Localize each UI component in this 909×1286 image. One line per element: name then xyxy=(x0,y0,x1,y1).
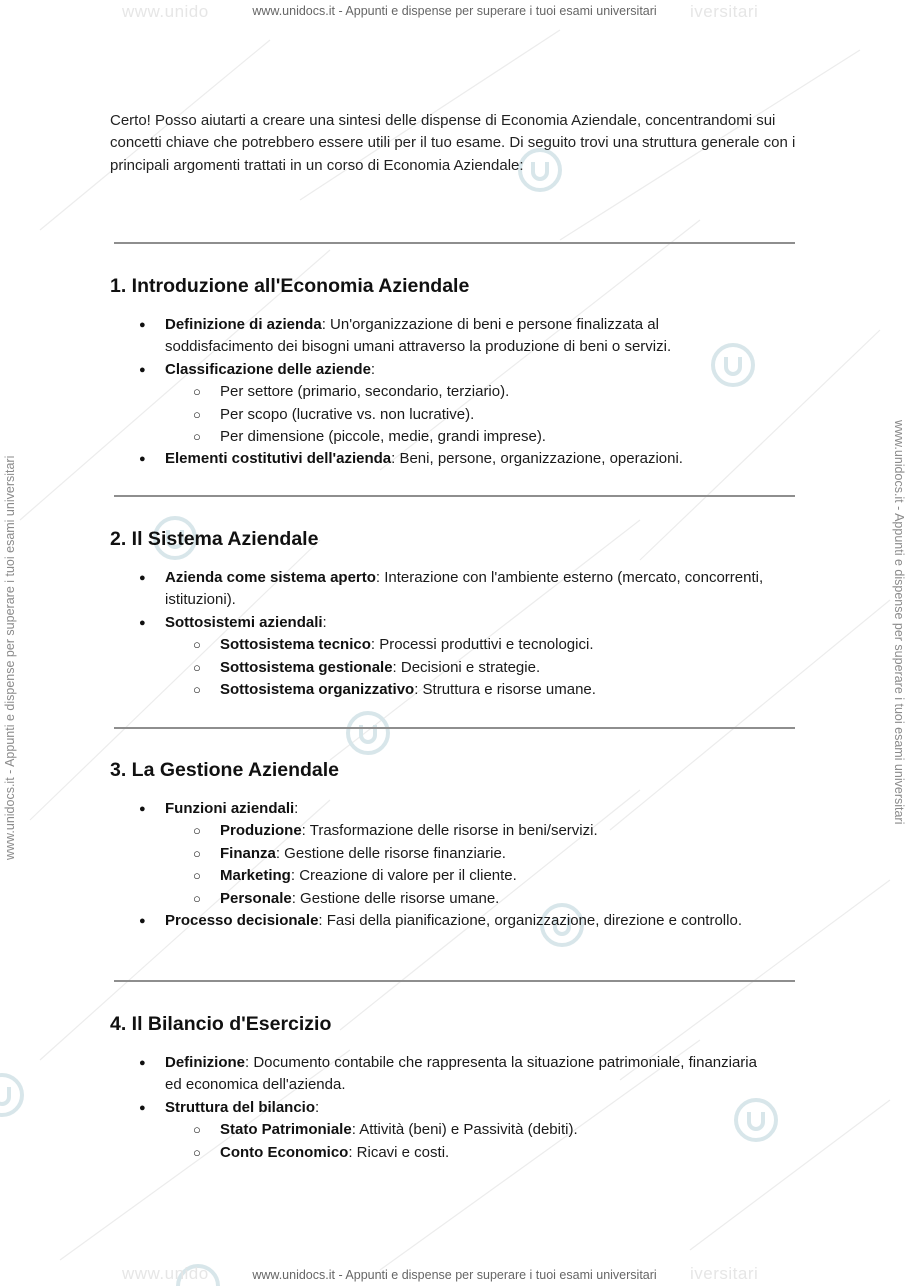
sub-list-item xyxy=(0,820,780,842)
item-text: : Beni, persone, organizzazione, operazioni. xyxy=(391,450,683,468)
section-title: 1. Introduzione all'Economia Aziendale xyxy=(110,275,470,297)
bullet-circle-icon: ○ xyxy=(193,429,201,445)
section-title: 4. Il Bilancio d'Esercizio xyxy=(110,1013,332,1035)
bullet-circle-icon: ○ xyxy=(193,659,201,675)
item-text: : Interazione con l'ambiente esterno (mercato, concorrenti, istituzioni). xyxy=(165,569,764,609)
intro-paragraph: Certo! Posso aiutarti a creare una sintesi delle dispense di Economia Aziendale, concentrandomi sui concetti chiave che potrebbero essere utili per il tuo esame. Di seguito trovi una struttura generale con i principali argomenti trattati in un corso di Economia Aziendale: xyxy=(110,112,796,174)
bullet-circle-icon: ○ xyxy=(193,637,201,653)
item-text: : xyxy=(294,800,299,817)
section-title: 3. La Gestione Aziendale xyxy=(110,759,340,781)
list-item xyxy=(0,314,765,359)
item-term: Processo decisionale xyxy=(165,912,319,930)
section-list xyxy=(0,1052,909,1164)
item-term: Struttura del bilancio xyxy=(165,1098,316,1116)
item-term: Azienda come sistema aperto xyxy=(165,569,376,586)
sub-list xyxy=(0,1119,909,1164)
bullet-dot-icon: ● xyxy=(139,1101,146,1114)
sub-list-item xyxy=(0,1119,780,1141)
item-text: : Creazione di valore per il cliente. xyxy=(290,867,517,885)
section-divider xyxy=(114,727,795,729)
item-text: Per scopo (lucrative vs. non lucrative). xyxy=(220,405,475,423)
list-item xyxy=(0,448,765,470)
bullet-circle-icon: ○ xyxy=(193,890,201,906)
sub-list-item xyxy=(0,404,780,426)
item-text: : Gestione delle risorse umane. xyxy=(291,889,500,907)
bullet-circle-icon: ○ xyxy=(193,823,201,839)
watermark-ghost-text: iversitari xyxy=(690,2,759,21)
item-term: Sottosistema organizzativo xyxy=(220,681,415,699)
bullet-circle-icon: ○ xyxy=(193,1144,201,1160)
bullet-circle-icon: ○ xyxy=(193,384,201,400)
list-item xyxy=(0,798,765,820)
sub-list-item xyxy=(0,1142,780,1164)
item-term: Definizione di azienda xyxy=(165,316,322,333)
item-text: : Gestione delle risorse finanziarie. xyxy=(275,844,506,862)
sub-list-item xyxy=(0,888,780,910)
item-term: Produzione xyxy=(220,822,302,840)
section-title: 2. Il Sistema Aziendale xyxy=(110,528,319,550)
unidocs-logo-icon xyxy=(348,713,388,753)
item-text: : xyxy=(315,1098,320,1116)
bullet-dot-icon: ● xyxy=(139,453,146,466)
item-term: Sottosistema tecnico xyxy=(220,636,371,654)
item-text: : Un'organizzazione di beni e persone finalizzata al soddisfacimento dei bisogni umani attraverso la produzione di beni o servizi. xyxy=(165,316,672,356)
bullet-circle-icon: ○ xyxy=(193,845,201,861)
watermark-header: www.unidocs.it - Appunti e dispense per superare i tuoi esami universitari xyxy=(252,4,657,18)
bullet-circle-icon: ○ xyxy=(193,1122,201,1138)
list-item xyxy=(0,567,765,612)
section-divider xyxy=(114,980,795,982)
item-text: Per dimensione (piccole, medie, grandi imprese). xyxy=(220,428,546,446)
item-text: : Documento contabile che rappresenta la situazione patrimoniale, finanziaria ed economica dell'azienda. xyxy=(165,1054,757,1094)
item-text: Per settore (primario, secondario, terziario). xyxy=(220,383,510,401)
item-term: Personale xyxy=(220,889,292,907)
sub-list-item xyxy=(0,843,780,865)
bullet-dot-icon: ● xyxy=(139,616,146,629)
sub-list xyxy=(0,381,909,448)
list-item xyxy=(0,612,765,634)
watermark-ghost-text: www.unido xyxy=(122,2,209,21)
item-term: Classificazione delle aziende xyxy=(165,360,371,378)
item-term: Elementi costitutivi dell'azienda xyxy=(165,450,392,468)
item-term: Finanza xyxy=(220,844,276,862)
bullet-dot-icon: ● xyxy=(139,363,146,376)
bullet-dot-icon: ● xyxy=(139,319,146,331)
sub-list-item xyxy=(0,634,780,656)
bullet-dot-icon: ● xyxy=(139,803,146,815)
watermark-footer: www.unidocs.it - Appunti e dispense per superare i tuoi esami universitari xyxy=(252,1268,657,1282)
bullet-dot-icon: ● xyxy=(139,915,146,928)
item-text: : Struttura e risorse umane. xyxy=(414,681,596,699)
sub-list xyxy=(0,820,909,910)
list-item xyxy=(0,910,765,932)
watermark-ghost-text: iversitari xyxy=(690,1264,759,1283)
watermark-ghost-text: www.unido xyxy=(122,1264,209,1283)
item-term: Definizione xyxy=(165,1054,246,1071)
bullet-dot-icon: ● xyxy=(139,572,146,584)
list-item xyxy=(0,359,765,381)
sub-list-item xyxy=(0,381,780,403)
item-term: Conto Economico xyxy=(220,1143,349,1161)
item-text: : Trasformazione delle risorse in beni/servizi. xyxy=(301,822,598,840)
section-list xyxy=(0,798,909,932)
list-item xyxy=(0,1097,765,1119)
watermark-side-left: www.unidocs.it - Appunti e dispense per superare i tuoi esami universitari xyxy=(3,455,17,860)
bullet-circle-icon: ○ xyxy=(193,868,201,884)
item-term: Funzioni aziendali xyxy=(165,800,295,817)
bullet-dot-icon: ● xyxy=(139,1057,146,1069)
item-term: Sottosistema gestionale xyxy=(220,658,393,676)
sub-list-item xyxy=(0,865,780,887)
item-text: : xyxy=(370,360,376,378)
bullet-circle-icon: ○ xyxy=(193,406,201,422)
item-text: : Fasi della pianificazione, organizzazione, direzione e controllo. xyxy=(318,912,742,930)
item-text: : xyxy=(322,613,327,631)
list-item xyxy=(0,1052,765,1097)
section-divider xyxy=(114,495,795,497)
sub-list-item xyxy=(0,426,780,448)
section-divider xyxy=(114,242,795,244)
sub-list xyxy=(0,634,909,701)
item-term: Sottosistemi aziendali xyxy=(165,613,323,631)
section-list xyxy=(0,567,909,701)
sub-list-item xyxy=(0,657,780,679)
bullet-circle-icon: ○ xyxy=(193,682,201,698)
section-list xyxy=(0,314,909,471)
item-text: : Decisioni e strategie. xyxy=(392,658,541,676)
item-text: : Ricavi e costi. xyxy=(348,1143,450,1161)
sub-list-item xyxy=(0,679,780,701)
item-text: : Attività (beni) e Passività (debiti). xyxy=(351,1121,578,1139)
item-text: : Processi produttivi e tecnologici. xyxy=(370,636,594,654)
watermark-side-right: www.unidocs.it - Appunti e dispense per superare i tuoi esami universitari xyxy=(892,420,906,825)
item-term: Stato Patrimoniale xyxy=(220,1121,352,1139)
item-term: Marketing xyxy=(220,867,291,885)
